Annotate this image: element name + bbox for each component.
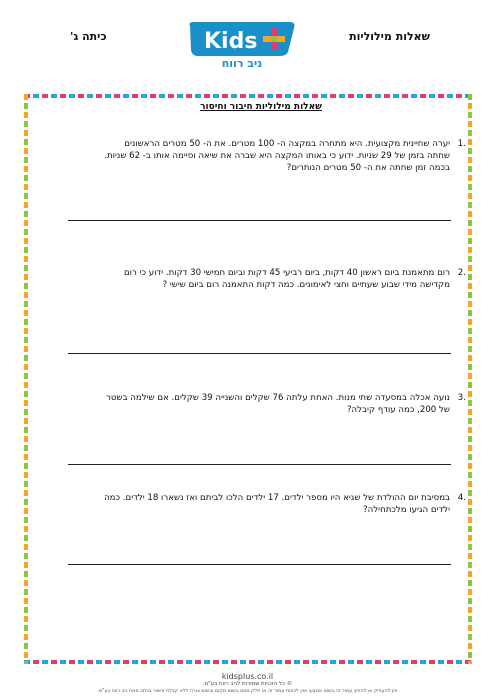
- logo-subtitle: ניב רווח: [221, 57, 263, 70]
- question-4: [100, 492, 466, 516]
- footer-note: אין להעתיק או להפיץ עמוד זה בשום אמצעי ואין לכסות עמוד זה או חלק ממנו בשום מקום ובשום צורה ללא קבלת אישור בכתב מאת ניב רווח בע"מ.: [97, 689, 398, 694]
- question-3: [100, 392, 466, 416]
- question-text: נועה אכלה במסעדה שתי מנות. האחת עלתה 76 שקלים והשנייה 39 שקלים. אם שילמה בשטר של 200, כמה עודף קיבלה?: [106, 393, 450, 415]
- answer-line-1: [68, 220, 451, 221]
- dashed-frame: [24, 94, 472, 664]
- question-number: 4.: [457, 493, 466, 503]
- frame-edge-left: [24, 94, 28, 664]
- header-topic: שאלות מילוליות: [349, 30, 430, 43]
- kids-plus-logo: [186, 20, 298, 76]
- footer-url[interactable]: kidsplus.co.il: [221, 672, 274, 681]
- frame-edge-bottom: [24, 660, 472, 664]
- logo-badge: [186, 20, 298, 58]
- header-grade: כיתה ג': [70, 30, 107, 43]
- question-number: 1.: [457, 139, 466, 149]
- question-text: במסיבת יום ההולדת של שגיא היו מספר ילדים. 17 ילדים הלכו לביתם ואז נשארו 18 ילדים. כמה ילדים הגיעו מלכתחילה?: [104, 493, 450, 515]
- footer-copyright: © כל הזכויות שמורות לניב רווח בע"מ.: [202, 681, 293, 687]
- question-text: יערה שחיינית מקצועית. היא מתחרה במקצה ה- 100 מטרים. את ה- 50 מטרים הראשונים שחתה בזמן של 29 שניות. ידוע כי באותו המקצה היא שברה את שיאה וסיימה אותו ב- 62 שניות. בכמה זמן שחתה את ה- 50 מטרים הנותרים?: [104, 139, 450, 173]
- logo-brand-text: Kids: [204, 29, 258, 54]
- question-number: 2.: [457, 268, 466, 278]
- answer-line-2: [68, 353, 451, 354]
- answer-line-3: [68, 464, 451, 465]
- frame-edge-top: [24, 94, 472, 98]
- question-number: 3.: [457, 393, 466, 403]
- question-text: רום מתאמנת ביום ראשון 40 דקות, ביום רביעי 45 דקות וביום חמישי 30 דקות. ידוע כי רום מקדישה מידי שבוע שעתיים וחצי לאימונים. כמה דקות התאמנה רום ביום שישי ?: [123, 268, 450, 290]
- answer-line-4: [68, 564, 451, 565]
- section-title: שאלות מילוליות חיבור וחיסור: [200, 102, 322, 112]
- question-1: [100, 138, 466, 174]
- frame-edge-right: [468, 94, 472, 664]
- question-2: [100, 267, 466, 291]
